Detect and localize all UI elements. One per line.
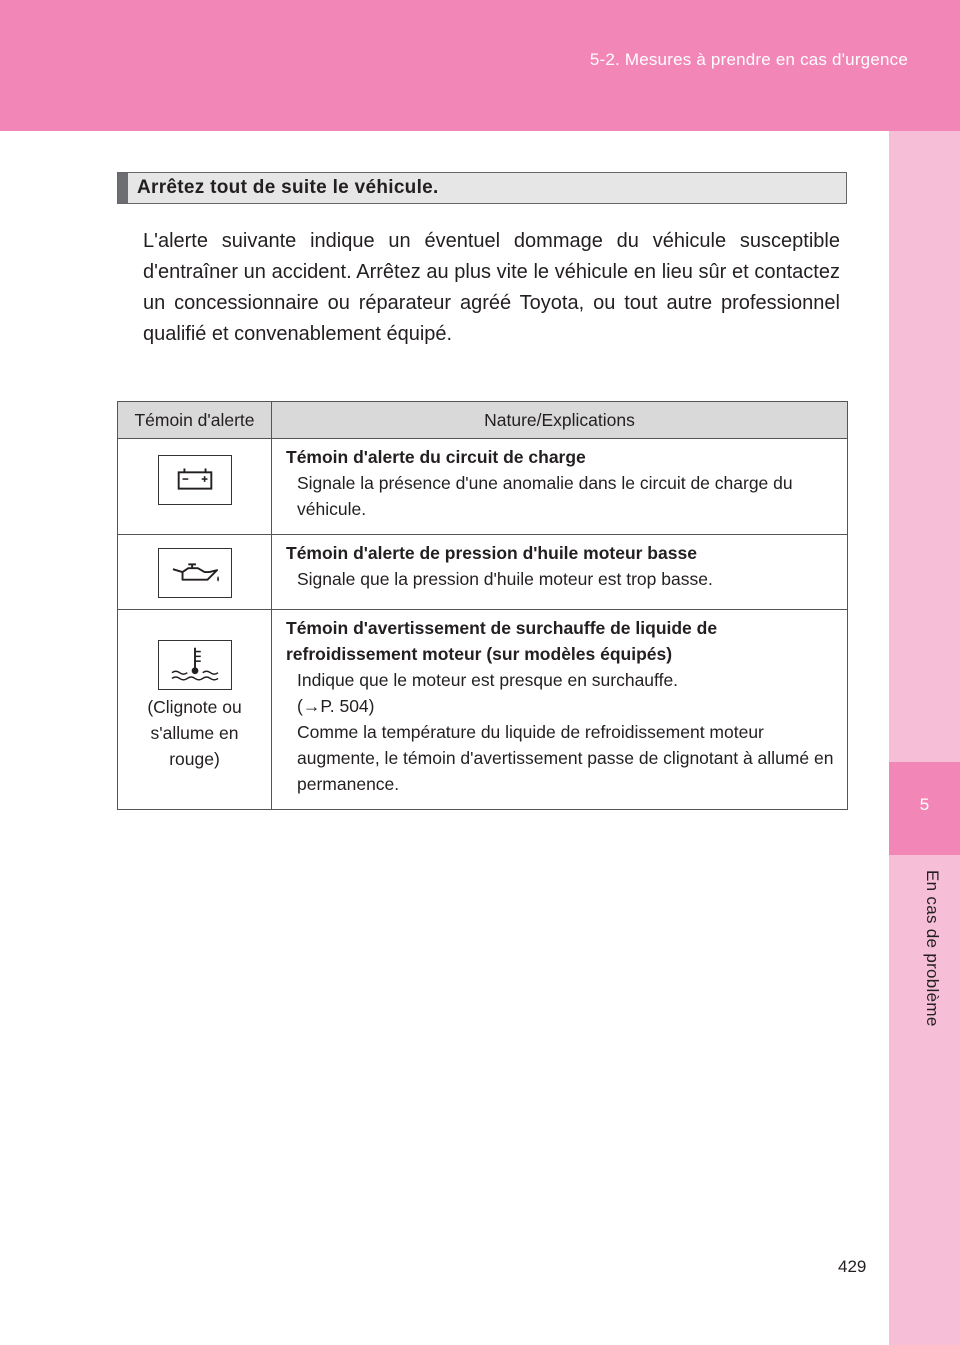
warning-lights-table [117,401,848,810]
icon-cell [118,610,272,810]
warning-title: Témoin d'avertissement de surchauffe de liquide de refroidissement moteur (sur modèles équipés) [286,618,718,664]
column-header-explanation: Nature/Explications [272,402,848,439]
warning-title: Témoin d'alerte du circuit de charge [286,447,586,467]
section-heading-box [117,172,847,204]
explanation-cell [272,535,848,610]
coolant-temperature-icon [158,640,232,690]
table-row [118,610,848,810]
warning-title: Témoin d'alerte de pression d'huile moteur basse [286,543,697,563]
oil-can-icon [158,548,232,598]
warning-description: Signale que la pression d'huile moteur est trop basse. [297,569,713,589]
chapter-number: 5 [919,795,930,814]
warning-description: Signale la présence d'une anomalie dans le circuit de charge du véhicule. [297,473,793,519]
table-row [118,439,848,535]
explanation-cell [272,439,848,535]
icon-caption: (Clignote ou s'allume en rouge) [147,697,242,769]
heading-accent-bar [118,173,128,203]
table-header-row [118,402,848,439]
chapter-side-tab [889,131,960,1345]
icon-cell [118,535,272,610]
warning-description-line: Comme la température du liquide de refroidissement moteur augmente, le témoin d'avertissement passe de clignotant à allumé en permanence. [297,722,834,794]
warning-description-line: Indique que le moteur est presque en surchauffe. [297,670,679,690]
column-header-warning-light: Témoin d'alerte [118,402,272,439]
section-breadcrumb: 5-2. Mesures à prendre en cas d'urgence [589,50,908,69]
chapter-title: En cas de problème [923,870,942,1027]
battery-icon [158,455,232,505]
section-heading: Arrêtez tout de suite le véhicule. [137,177,439,198]
explanation-cell [272,610,848,810]
page-reference: (→P. 504) [297,696,375,716]
intro-paragraph: L'alerte suivante indique un éventuel dommage du véhicule susceptible d'entraîner un accident. Arrêtez au plus vite le véhicule en lieu sûr et contactez un concessionnaire ou réparateur agréé Toyota, ou tout autre professionnel qualifié et convenablement équipé. [143,230,840,345]
page-number: 429 [838,1257,867,1276]
icon-cell [118,439,272,535]
table-row [118,535,848,610]
